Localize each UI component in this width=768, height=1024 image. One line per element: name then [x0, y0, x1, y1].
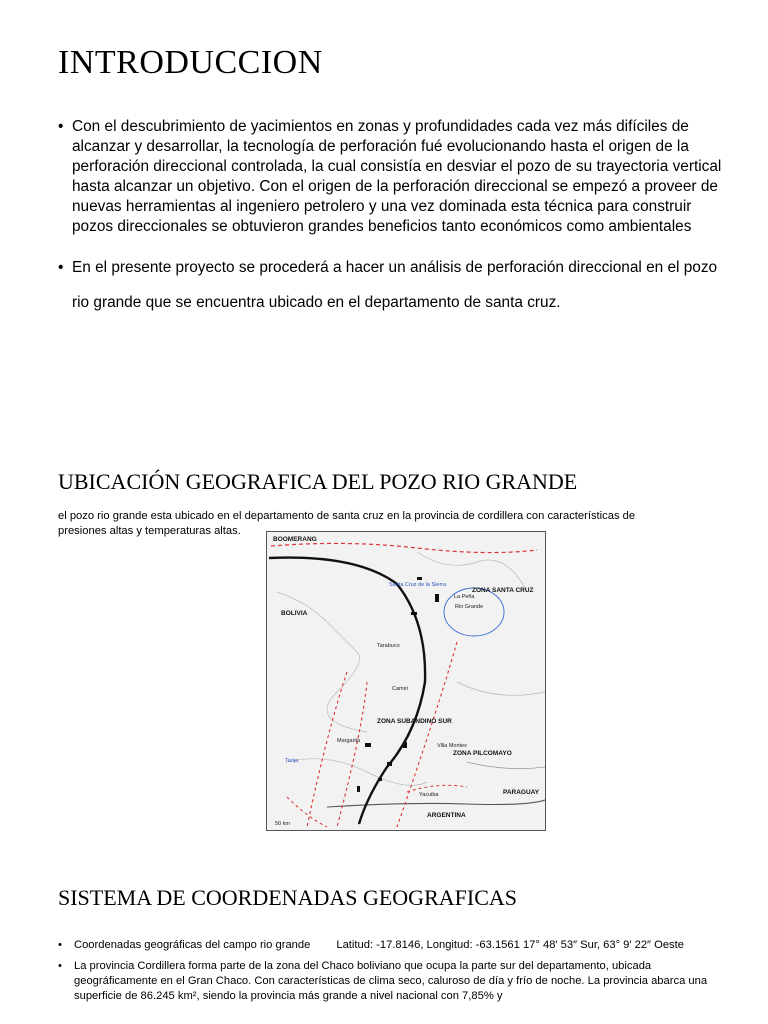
map-label-tarija: Tarija: [285, 758, 299, 764]
location-text: el pozo rio grande esta ubicado en el departamento de santa cruz en la provincia de cordillera con características de presiones altas y temperaturas altas.: [58, 510, 636, 537]
map-label-argentina: ARGENTINA: [427, 812, 466, 819]
map-label-rio-grande: Rio Grande: [455, 604, 484, 610]
map-label-margarita: Margarita: [337, 738, 361, 744]
intro-bullet-list: [58, 117, 728, 320]
intro-bullet-2: • En el presente proyecto se procederá a hacer un análisis de perforación direccional en el pozo rio grande que se encuentra ubicado en el departamento de santa cruz.: [58, 250, 728, 320]
map-label-boomerang: BOOMERANG: [273, 536, 317, 543]
map-label-yacuiba: Yacuiba: [419, 792, 439, 798]
map-label-zona-santa-cruz: ZONA SANTA CRUZ: [472, 587, 534, 594]
coords-label: Coordenadas geográficas del campo rio grande: [74, 939, 311, 951]
map-scale-label: 50 km: [275, 821, 290, 827]
coords-bullet-1: [58, 938, 708, 953]
map-label-bolivia: BOLIVIA: [281, 610, 308, 617]
coords-bullet-2: • La provincia Cordillera forma parte de la zona del Chaco boliviano que ocupa la parte sur del departamento, ubicada geográficamente en el Gran Chaco. Con características de clima seco, caluroso de día y frío de noche. La provincia abarca una superficie de 86.245 km², siendo la provincia más grande a nivel nacional con 7,85% y: [58, 959, 708, 1004]
coords-value: Latitud: -17.8146, Longitud: -63.1561 17° 48′ 53″ Sur, 63° 9′ 22″ Oeste: [336, 939, 684, 951]
page-title: INTRODUCCION: [58, 44, 323, 81]
location-heading: UBICACIÓN GEOGRAFICA DEL POZO RIO GRANDE: [58, 469, 578, 494]
map-label-tarabuco: Tarabuco: [377, 643, 400, 649]
map-label-paraguay: PARAGUAY: [503, 789, 540, 796]
map-label-la-pena: La Peña: [454, 594, 475, 600]
map-label-zona-subandino-sur: ZONA SUBANDINO SUR: [377, 718, 452, 725]
map-label-camiri: Camiri: [392, 686, 408, 692]
map-label-villa-montes: Villa Montes: [437, 743, 467, 749]
map-graphic: [267, 532, 545, 830]
location-map: [266, 531, 546, 831]
coords-bullet-list: [58, 938, 708, 1010]
coords-heading: SISTEMA DE COORDENADAS GEOGRAFICAS: [58, 885, 517, 910]
intro-bullet-1: • Con el descubrimiento de yacimientos en zonas y profundidades cada vez más difíciles de alcanzar y desarrollar, la tecnología de perforación fué evolucionando hasta el origen de la perforación direccional controlada, la cual consistía en desviar el pozo de su trayectoria vertical hasta alcanzar un objetivo. Con el origen de la perforación direccional se empezó a proveer de nuevas herramientas al ingeniero petrolero y una vez dominada esta técnica para construir pozos direccionales se obtuvieron grandes beneficios tanto económicos como ambientales: [58, 117, 728, 238]
map-label-zona-pilcomayo: ZONA PILCOMAYO: [453, 750, 512, 757]
map-label-santa-cruz-sierra: Santa Cruz de la Sierra: [389, 582, 447, 588]
